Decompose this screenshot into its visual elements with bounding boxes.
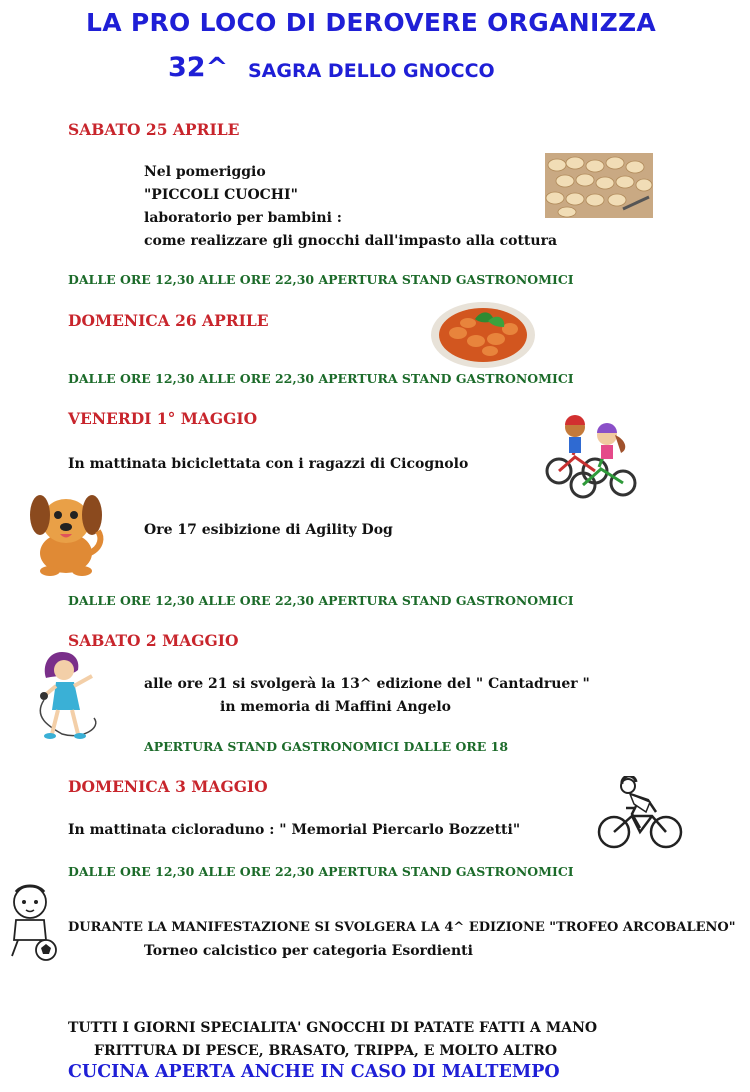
event-title: SAGRA DELLO GNOCCO xyxy=(248,60,495,82)
day-heading: DOMENICA 26 APRILE xyxy=(68,311,269,330)
trophy-category: Torneo calcistico per categoria Esordienti xyxy=(144,943,473,959)
gnocchi-photo xyxy=(545,153,653,218)
soccer-kid-illustration xyxy=(0,880,66,962)
kids-cycling-illustration xyxy=(543,405,639,501)
event-line: In mattinata cicloraduno : " Memorial Piercarlo Bozzetti" xyxy=(68,822,521,838)
stand-hours: DALLE ORE 12,30 ALLE ORE 22,30 APERTURA STAND GASTRONOMICI xyxy=(68,864,574,879)
event-line: In mattinata biciclettata con i ragazzi di Cicognolo xyxy=(68,456,469,472)
footer-line: FRITTURA DI PESCE, BRASATO, TRIPPA, E MOLTO ALTRO xyxy=(94,1043,558,1059)
footer-highlight: CUCINA APERTA ANCHE IN CASO DI MALTEMPO xyxy=(68,1062,560,1082)
cyclist-illustration xyxy=(596,776,684,852)
trophy-announcement: DURANTE LA MANIFESTAZIONE SI SVOLGERA LA 4^ EDIZIONE "TROFEO ARCOBALENO" xyxy=(68,920,736,935)
stand-hours: DALLE ORE 12,30 ALLE ORE 22,30 APERTURA STAND GASTRONOMICI xyxy=(68,593,574,608)
event-line: come realizzare gli gnocchi dall'impasto alla cottura xyxy=(144,233,558,249)
event-line: alle ore 21 si svolgerà la 13^ edizione del " Cantadruer " xyxy=(144,676,590,692)
event-line: "PICCOLI CUOCHI" xyxy=(144,187,298,203)
dog-illustration xyxy=(26,487,106,577)
day-heading: DOMENICA 3 MAGGIO xyxy=(68,777,268,796)
event-line: in memoria di Maffini Angelo xyxy=(220,699,452,715)
stand-hours: APERTURA STAND GASTRONOMICI DALLE ORE 18 xyxy=(144,739,509,754)
event-line: Ore 17 esibizione di Agility Dog xyxy=(144,522,393,538)
page-title: LA PRO LOCO DI DEROVERE ORGANIZZA xyxy=(86,8,657,37)
day-heading: SABATO 2 MAGGIO xyxy=(68,631,239,650)
footer-line: TUTTI I GIORNI SPECIALITA' GNOCCHI DI PATATE FATTI A MANO xyxy=(68,1020,598,1036)
stand-hours: DALLE ORE 12,30 ALLE ORE 22,30 APERTURA STAND GASTRONOMICI xyxy=(68,272,574,287)
gnocchi-tomato-dish xyxy=(430,297,536,369)
event-line: laboratorio per bambini : xyxy=(144,210,342,226)
stand-hours: DALLE ORE 12,30 ALLE ORE 22,30 APERTURA STAND GASTRONOMICI xyxy=(68,371,574,386)
day-heading: VENERDI 1° MAGGIO xyxy=(68,409,258,428)
event-line: Nel pomeriggio xyxy=(144,164,266,180)
singer-illustration xyxy=(32,648,110,742)
day-heading: SABATO 25 APRILE xyxy=(68,120,240,139)
edition-number: 32^ xyxy=(168,52,229,83)
